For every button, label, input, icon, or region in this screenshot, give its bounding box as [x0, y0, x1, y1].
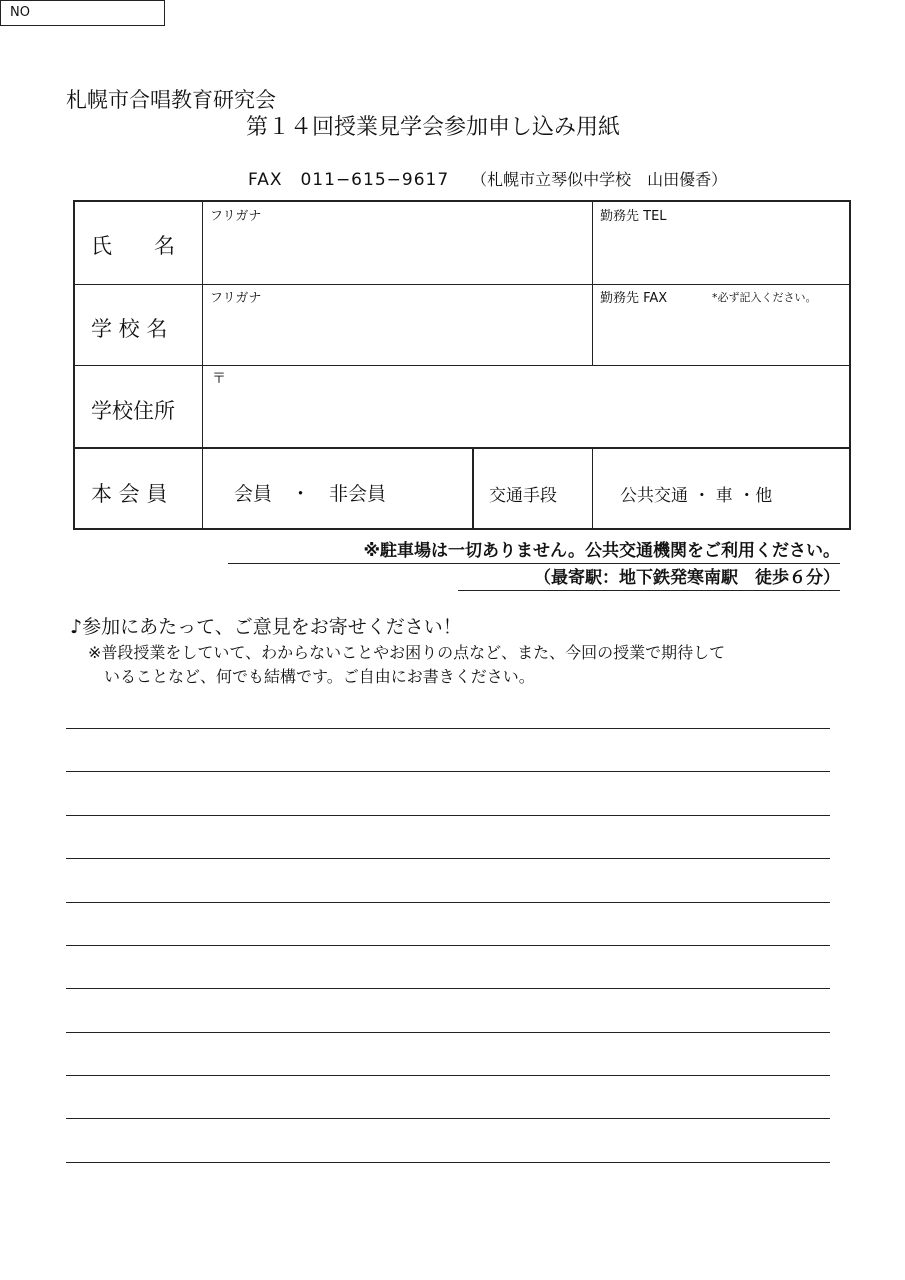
address-label: 学校住所 [91, 399, 175, 423]
station-notice: （最寄駅：地下鉄発寒南駅 徒歩６分） [458, 563, 840, 591]
writing-line [66, 858, 830, 859]
writing-line [66, 1162, 830, 1163]
postal-mark: 〒 [212, 371, 226, 387]
parking-notice: ※駐車場は一切ありません。公共交通機関をご利用ください。 [228, 536, 840, 564]
name-field[interactable] [204, 222, 590, 282]
address-field[interactable] [204, 368, 849, 446]
column-divider [472, 447, 474, 530]
name-furigana-label: フリガナ [210, 209, 262, 224]
column-divider [592, 202, 593, 365]
work-tel-label: 勤務先 TEL [600, 209, 667, 224]
school-furigana-label: フリガナ [210, 291, 262, 306]
form-title: 第１４回授業見学会参加申し込み用紙 [246, 115, 621, 140]
member-options[interactable]: 会員 ・ 非会員 [234, 483, 387, 505]
school-name-field[interactable] [204, 304, 590, 364]
work-tel-field[interactable] [594, 222, 849, 282]
opinion-instruction-2: いることなど、何でも結構です。ご自由にお書きください。 [104, 667, 535, 686]
fax-line [248, 165, 727, 190]
row-divider [75, 284, 849, 285]
column-divider [592, 447, 593, 530]
writing-line [66, 945, 830, 946]
organization-name: 札幌市合唱教育研究会 [66, 88, 276, 112]
writing-line [66, 771, 830, 772]
school-label: 学 校 名 [91, 317, 168, 341]
number-label: NO [10, 5, 30, 20]
writing-line [66, 1118, 830, 1119]
writing-line [66, 728, 830, 729]
member-label: 本 会 員 [91, 482, 168, 506]
name-label: 氏 名 [91, 234, 175, 258]
writing-line [66, 988, 830, 989]
writing-line [66, 1032, 830, 1033]
work-fax-field[interactable] [594, 304, 849, 364]
writing-line [66, 1075, 830, 1076]
opinion-instruction-1: ※普段授業をしていて、わからないことやお困りの点など、また、今回の授業で期待して [88, 643, 726, 662]
work-fax-label: 勤務先 FAX [600, 291, 668, 306]
column-divider [202, 202, 203, 530]
opinion-heading: ♪参加にあたって、ご意見をお寄せください！ [70, 616, 462, 638]
writing-line [66, 815, 830, 816]
writing-line [66, 902, 830, 903]
row-divider [75, 447, 849, 449]
application-form [73, 200, 851, 530]
fax-number: FAX 011−615−9617 [248, 170, 450, 190]
transport-options[interactable]: 公共交通 ・ 車 ・他 [620, 486, 773, 506]
contact-person: （札幌市立琴似中学校 山田優香） [471, 170, 728, 189]
number-box[interactable] [0, 0, 165, 26]
transport-label: 交通手段 [489, 486, 557, 506]
work-fax-note: *必ず記入ください。 [712, 291, 817, 304]
row-divider [75, 365, 849, 366]
